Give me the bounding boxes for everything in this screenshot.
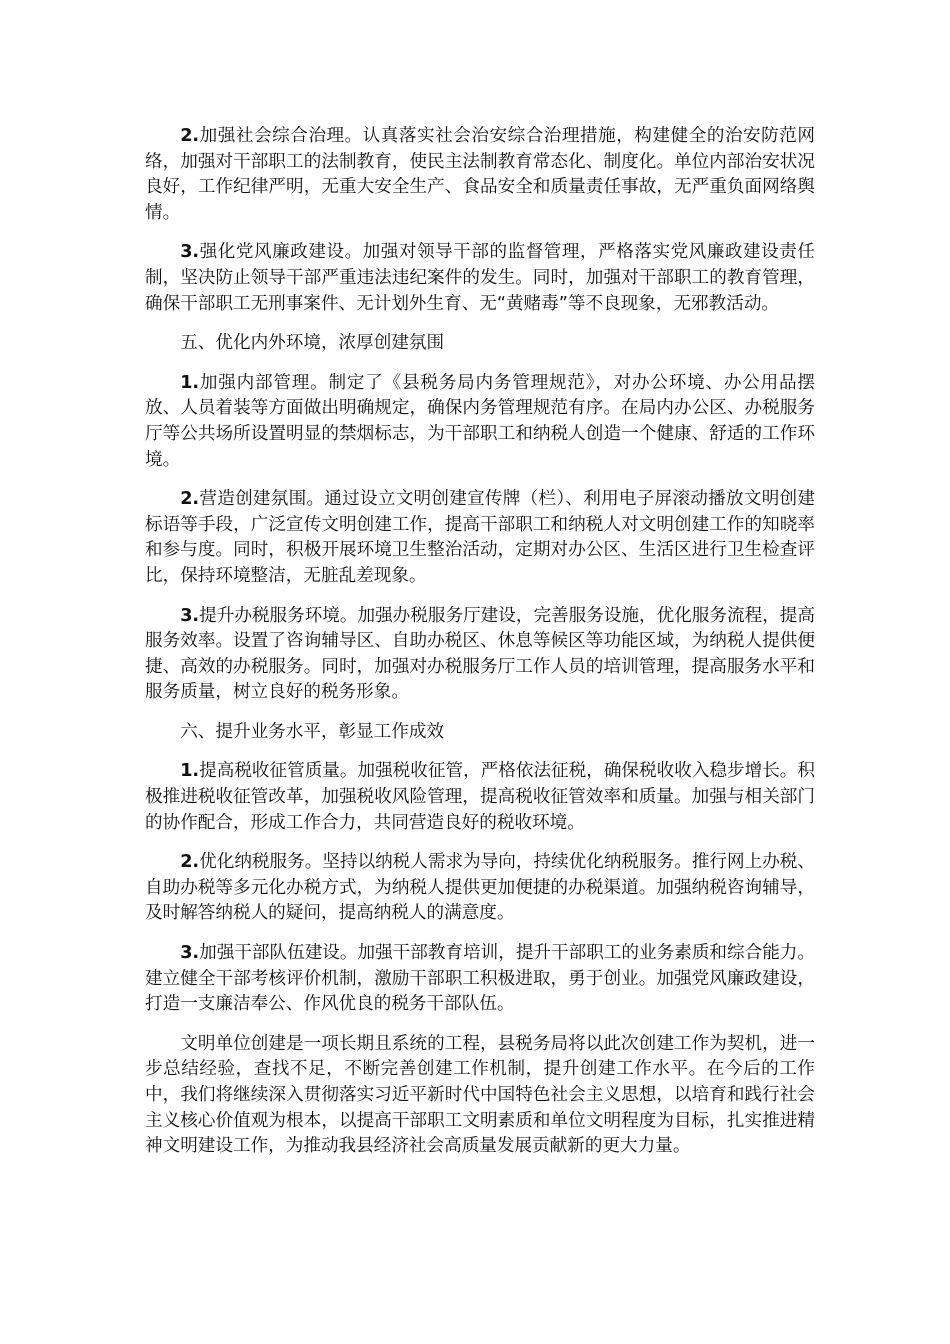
paragraph-text: 加强社会综合治理。认真落实社会治安综合治理措施，构建健全的治安防范网络，加强对干部职工的法制教育，使民主法制教育常态化、制度化。单位内部治安状况良好，工作纪律严明，无重大安全生产、食品安全和质量责任事故，无严重负面网络舆情。 — [145, 126, 815, 223]
paragraph-item — [145, 604, 815, 706]
paragraph-item — [145, 371, 815, 473]
paragraph-text: 优化纳税服务。坚持以纳税人需求为导向，持续优化纳税服务。推行网上办税、自助办税等多元化办税方式，为纳税人提供更加便捷的办税渠道。加强纳税咨询辅导，及时解答纳税人的疑问，提高纳税人的满意度。 — [145, 852, 815, 924]
item-number: 1. — [180, 761, 200, 782]
item-number: 2. — [180, 852, 200, 873]
paragraph-item — [145, 941, 815, 1018]
closing-paragraph: 文明单位创建是一项长期且系统的工程，县税务局将以此次创建工作为契机，进一步总结经验，查找不足，不断完善创建工作机制，提升创建工作水平。在今后的工作中，我们将继续深入贯彻落实习近平新时代中国特色社会主义思想，以培育和践行社会主义核心价值观为根本，以提高干部职工文明素质和单位文明程度为目标，扎实推进精神文明建设工作，为推动我县经济社会高质量发展贡献新的更大力量。 — [145, 1033, 815, 1157]
paragraph-item — [145, 850, 815, 927]
section-heading: 六、提升业务水平，彰显工作成效 — [180, 721, 445, 742]
item-number: 3. — [180, 605, 200, 626]
section-heading: 五、优化内外环境，浓厚创建氛围 — [180, 333, 445, 354]
paragraph-text: 提升办税服务环境。加强办税服务厅建设，完善服务设施，优化服务流程，提高服务效率。设置了咨询辅导区、自助办税区、休息等候区等功能区域，为纳税人提供便捷、高效的办税服务。同时，加强对办税服务厅工作人员的培训管理，提高服务水平和服务质量，树立良好的税务形象。 — [145, 605, 815, 703]
item-number: 2. — [180, 489, 200, 510]
item-number: 3. — [180, 242, 200, 263]
item-number: 1. — [180, 372, 200, 393]
paragraph-text: 营造创建氛围。通过设立文明创建宣传牌（栏）、利用电子屏滚动播放文明创建标语等手段，广泛宣传文明创建工作，提高干部职工和纳税人对文明创建工作的知晓率和参与度。同时，积极开展环境卫生整治活动，定期对办公区、生活区进行卫生检查评比，保持环境整洁，无脏乱差现象。 — [145, 489, 815, 586]
item-number: 2. — [180, 126, 200, 146]
paragraph-item — [145, 487, 815, 589]
item-number: 3. — [180, 943, 200, 964]
paragraph-text: 加强内部管理。制定了《县税务局内务管理规范》，对办公环境、办公用品摆放、人员着装等方面做出明确规定，确保内务管理规范有序。在局内办公区、办税服务厅等公共场所设置明显的禁烟标志，为干部职工和纳税人创造一个健康、舒适的工作环境。 — [145, 372, 815, 470]
paragraph-text: 强化党风廉政建设。加强对领导干部的监督管理，严格落实党风廉政建设责任制，坚决防止领导干部严重违法违纪案件的发生。同时，加强对干部职工的教育管理，确保干部职工无刑事案件、无计划外生育、无“黄赌毒”等不良现象，无邪教活动。 — [145, 242, 815, 314]
paragraph-item — [145, 124, 815, 226]
paragraph-item — [145, 759, 815, 836]
document-page — [145, 124, 815, 1174]
paragraph-item — [145, 240, 815, 317]
paragraph-text: 加强干部队伍建设。加强干部教育培训，提升干部职工的业务素质和综合能力。建立健全干部考核评价机制，激励干部职工积极进取，勇于创业。加强党风廉政建设，打造一支廉洁奉公、作风优良的税务干部队伍。 — [145, 943, 815, 1015]
paragraph-text: 提高税收征管质量。加强税收征管，严格依法征税，确保税收收入稳步增长。积极推进税收征管改革，加强税收风险管理，提高税收征管效率和质量。加强与相关部门的协作配合，形成工作合力，共同营造良好的税收环境。 — [145, 761, 815, 833]
